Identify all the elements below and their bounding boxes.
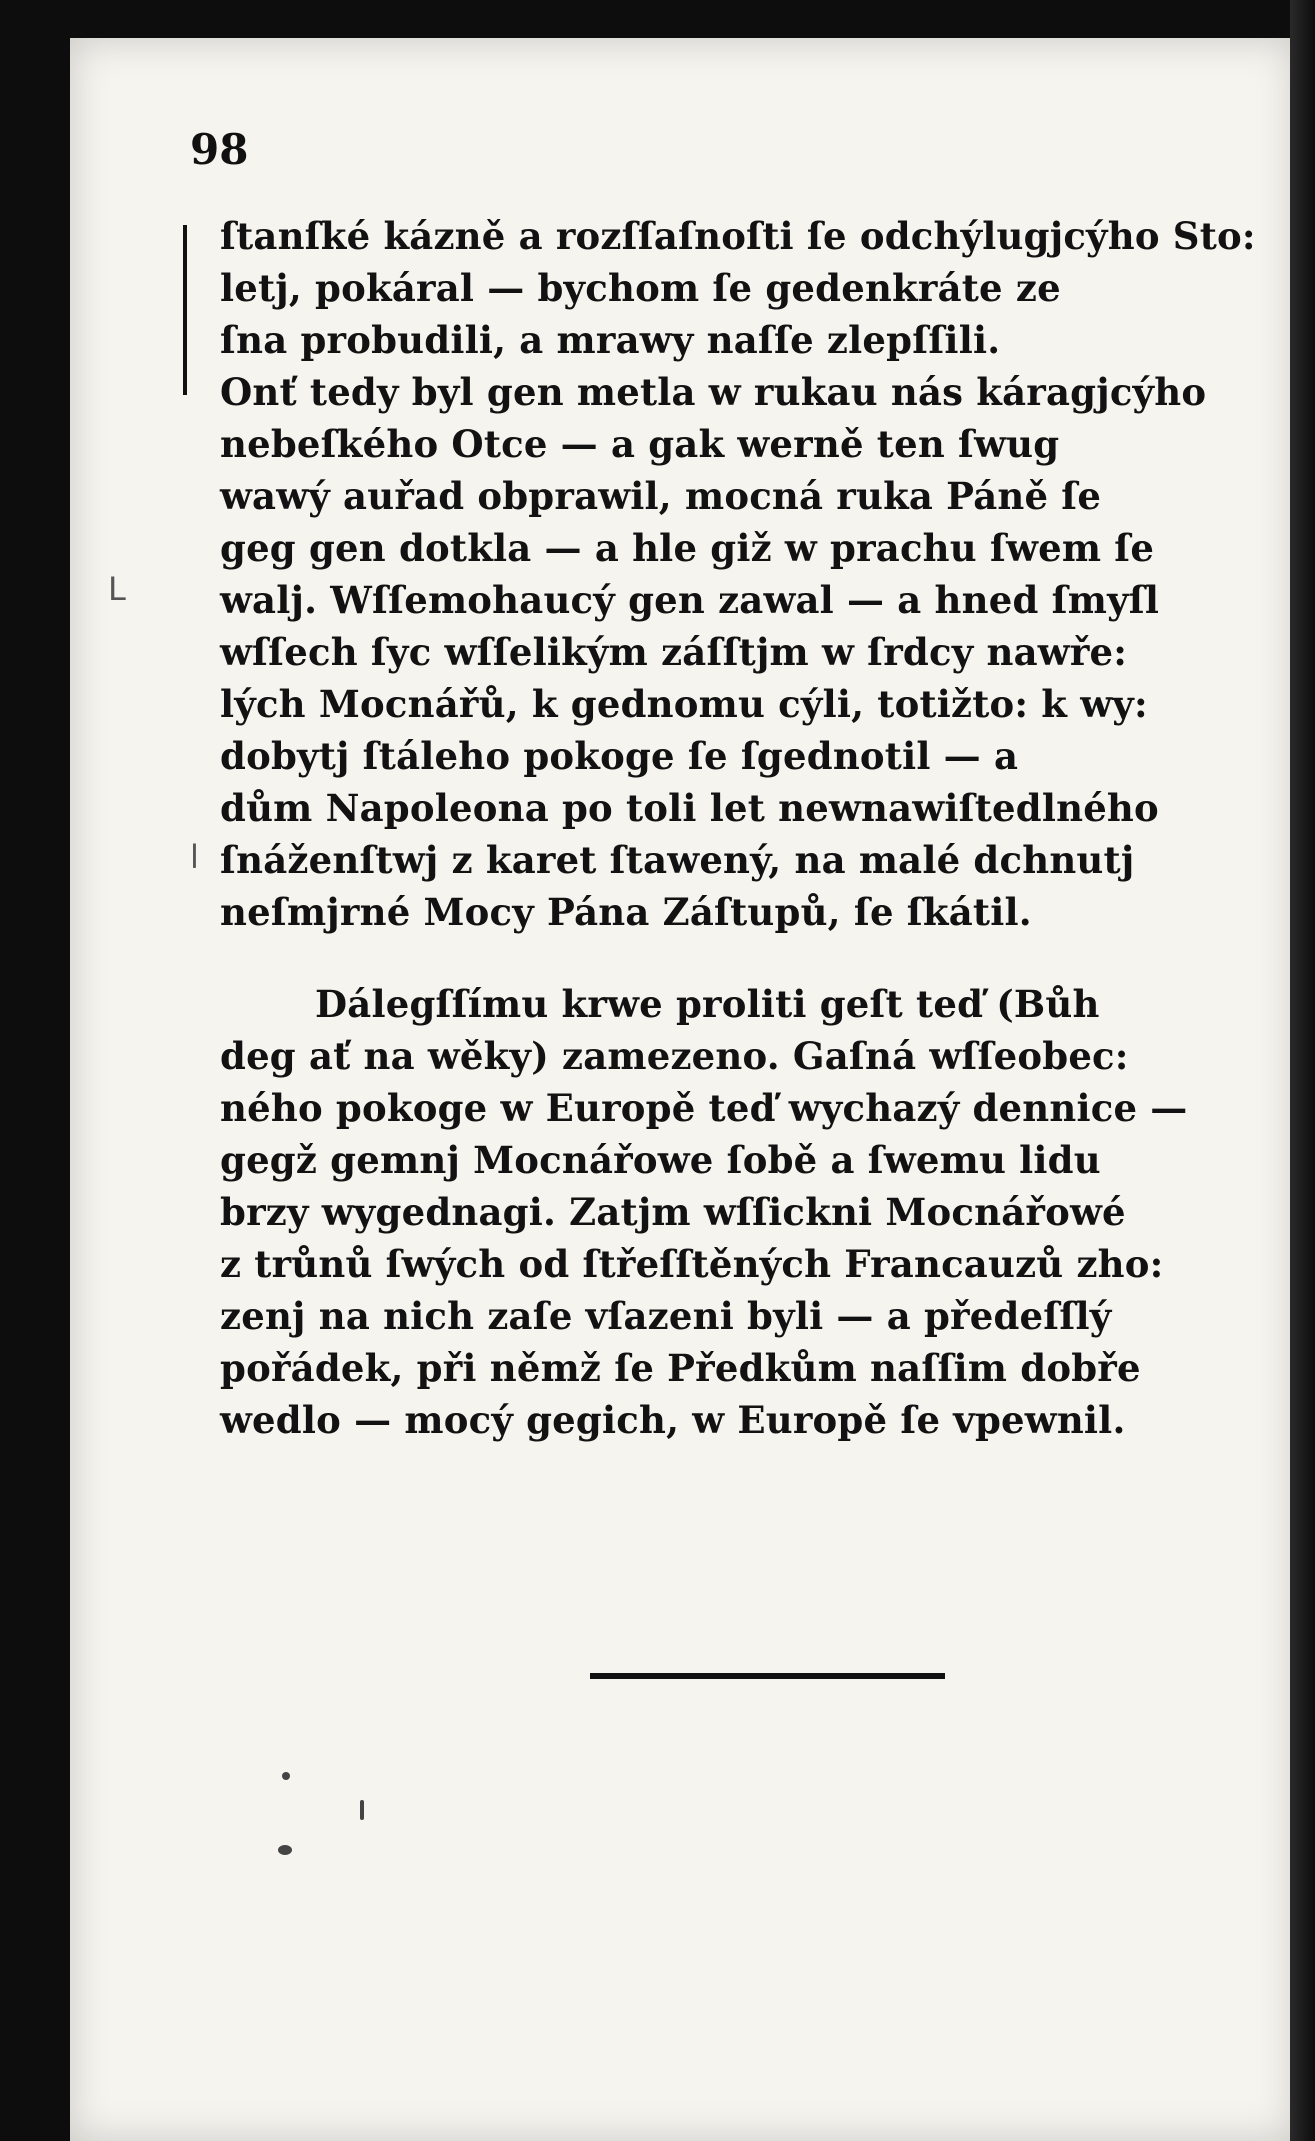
margin-mark-bracket: L [108, 570, 126, 608]
text-line: gegž gemnj Mocnářowe ſobě a ſwemu lidu [220, 1138, 1101, 1182]
margin-rule [183, 225, 187, 395]
paragraph-1 [220, 210, 1256, 938]
text-line: neſmjrné Mocy Pána Záſtupů, ſe ſkátil. [220, 890, 1032, 934]
text-line: letj, pokáral — bychom ſe gedenkráte ze [220, 266, 1061, 310]
text-line: ſtanſké kázně a rozſſaſnoſti ſe odchýlugjcýho Sto: [220, 214, 1256, 258]
text-line: Onť tedy byl gen metla w rukau nás káragjcýho [220, 370, 1207, 414]
text-line: lých Mocnářů, k gednomu cýli, totižto: k wy: [220, 682, 1148, 726]
page-text [220, 210, 1256, 1446]
page-edge-shadow [1290, 0, 1315, 2141]
text-line: ného pokoge w Europě teď wychazý dennice — [220, 1086, 1188, 1130]
text-line: nebeſkého Otce — a gak werně ten ſwug [220, 422, 1060, 466]
page-number: 98 [190, 125, 249, 174]
text-line: ſnáženſtwj z karet ſtawený, na malé dchnutj [220, 838, 1135, 882]
text-line: walj. Wſſemohaucý gen zawal — a hned ſmyſl [220, 578, 1160, 622]
section-separator [590, 1673, 945, 1679]
text-line: zenj na nich zaſe vſazeni byli — a předeſſlý [220, 1294, 1112, 1338]
text-line: Dálegſſímu krwe proliti geſt teď (Bůh [315, 982, 1100, 1026]
text-line: pořádek, při němž ſe Předkům naſſim dobře [220, 1346, 1141, 1390]
paragraph-2 [220, 978, 1240, 1446]
text-line: ſna probudili, a mrawy naſſe zlepſſili. [220, 318, 1001, 362]
text-line: geg gen dotkla — a hle giž w prachu ſwem ſe [220, 526, 1155, 570]
text-line: dobytj ſtáleho pokoge ſe ſgednotil — a [220, 734, 1019, 778]
text-line: wſſech ſyc wſſelikým záſſtjm w ſrdcy nawře: [220, 630, 1128, 674]
text-line: wedlo — mocý gegich, w Europě ſe vpewnil. [220, 1398, 1126, 1442]
text-line: wawý auřad obprawil, mocná ruka Páně ſe [220, 474, 1102, 518]
paper-speck [282, 1772, 290, 1780]
paper-speck [278, 1845, 292, 1855]
text-line: brzy wygednagi. Zatjm wſſickni Mocnářowé [220, 1190, 1126, 1234]
text-line: dům Napoleona po toli let newnawiſtedlného [220, 786, 1159, 830]
text-line: z trůnů ſwých od ſtřeſſtěných Francauzů zho: [220, 1242, 1164, 1286]
text-line: deg ať na wěky) zamezeno. Gaſná wſſeobec: [220, 1034, 1129, 1078]
paper-speck [360, 1800, 364, 1820]
margin-mark-bottom-left: l [190, 838, 199, 876]
